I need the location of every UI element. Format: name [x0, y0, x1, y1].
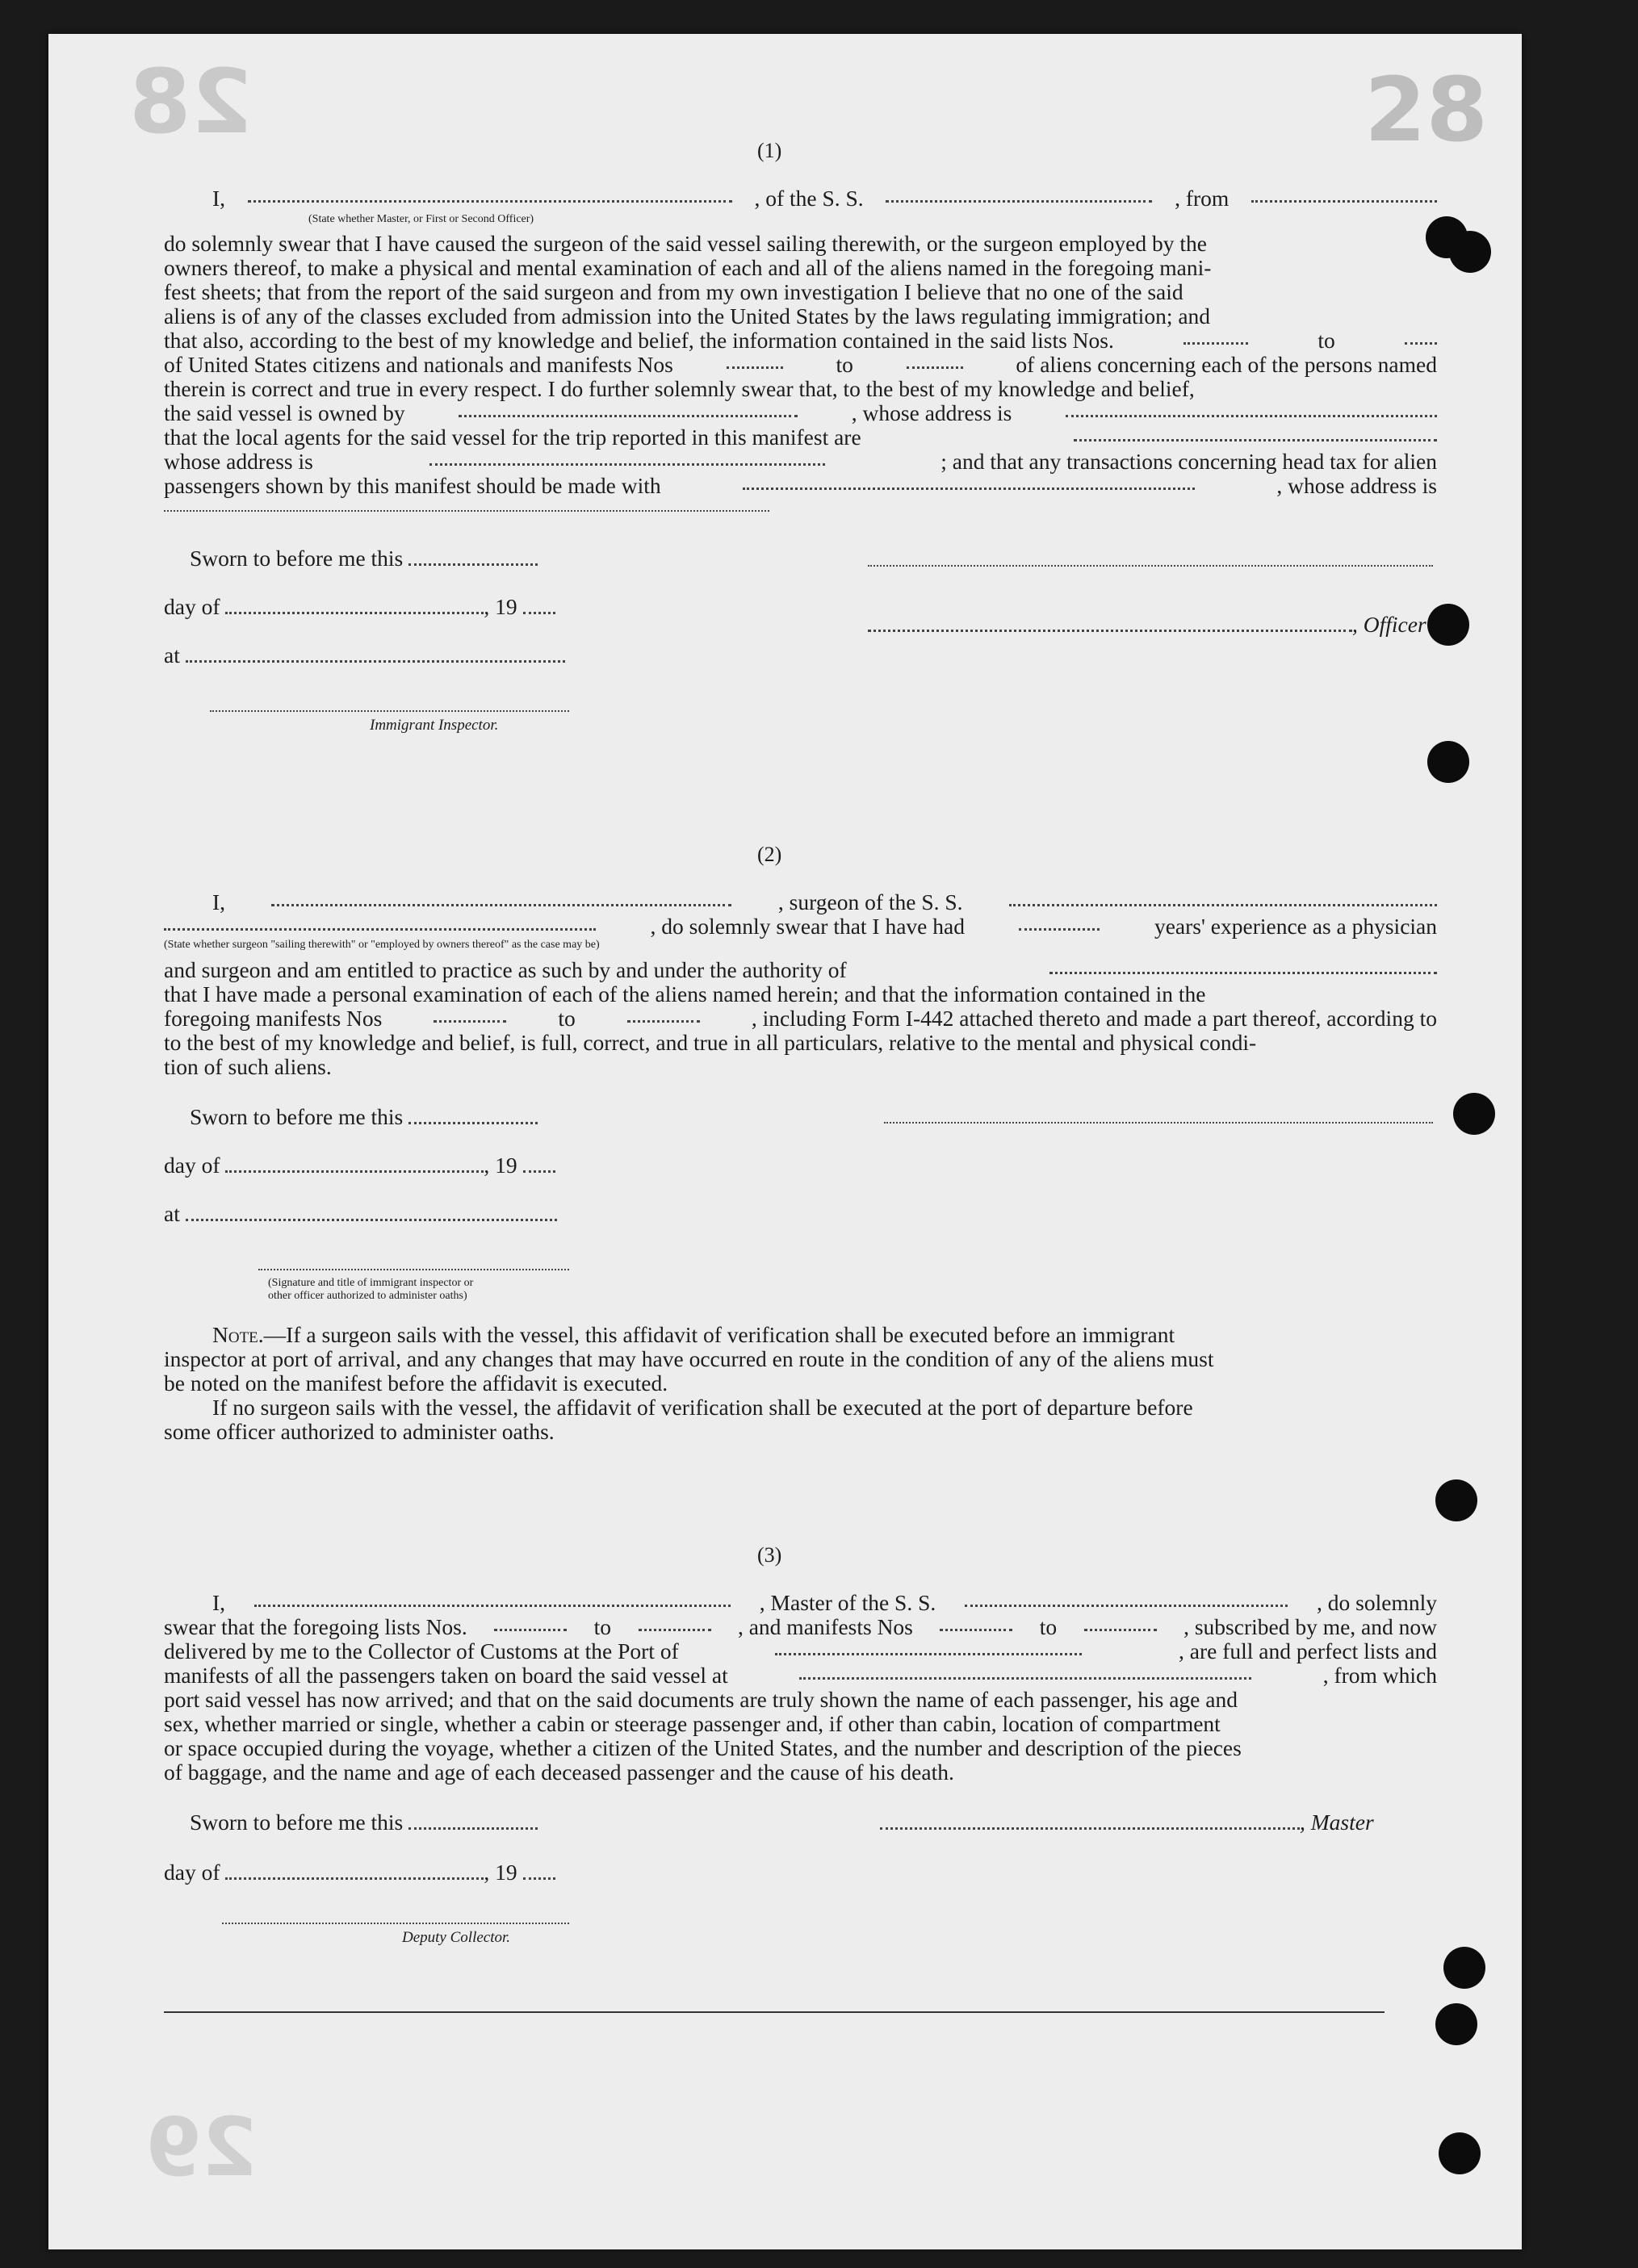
- s2-sig-hint: (Signature and title of immigrant inspector or: [268, 1277, 474, 1289]
- s1-sworn: [190, 546, 538, 571]
- s3-body-line: port said vessel has now arrived; and that on the said documents are truly shown the name of each passenger, his age and: [164, 1687, 1238, 1712]
- punch-hole: [1435, 1479, 1477, 1521]
- punch-hole: [1435, 2003, 1477, 2045]
- s3-and-manifests: , and manifests Nos: [737, 1614, 913, 1639]
- s3-lists-line: [164, 1614, 1437, 1639]
- s1-passengers-line: [164, 473, 1437, 498]
- s1-year-field[interactable]: [523, 597, 555, 614]
- s1-rank-hint: (State whether Master, or First or Second Officer): [308, 213, 534, 225]
- s1-manifests-line: [164, 352, 1437, 377]
- s1-from-field[interactable]: [1251, 186, 1437, 203]
- s1-manifests-from-field[interactable]: [727, 352, 783, 369]
- s2-foregoing-line: [164, 1006, 1437, 1031]
- s2-label-i: I,: [212, 889, 226, 914]
- s3-manifests-from-field[interactable]: [940, 1614, 1012, 1631]
- s1-agents-field[interactable]: [1074, 425, 1437, 441]
- s1-body-line: owners thereof, to make a physical and mental examination of each and all of the aliens named in the foregoing mani-: [164, 255, 1212, 280]
- s2-at: [164, 1201, 557, 1226]
- s2-swear: , do solemnly swear that I have had: [650, 914, 965, 939]
- s2-vessel-field[interactable]: [1009, 889, 1437, 906]
- punch-hole: [1427, 741, 1469, 783]
- s2-including: , including Form I-442 attached thereto and made a part thereof, according to: [751, 1006, 1437, 1031]
- s3-vessel-field[interactable]: [965, 1590, 1288, 1607]
- s3-delivered: delivered by me to the Collector of Customs at the Port of: [164, 1638, 679, 1663]
- s2-line-years: [164, 914, 1437, 939]
- s1-label-i: I,: [212, 186, 226, 211]
- s3-port-field[interactable]: [775, 1638, 1082, 1655]
- s2-body-line: tion of such aliens.: [164, 1054, 332, 1079]
- s1-agents-line: [164, 425, 1437, 450]
- s2-years-field[interactable]: [1019, 914, 1100, 931]
- s3-master-of: , Master of the S. S.: [759, 1590, 936, 1615]
- s2-day-of-label: day of: [164, 1153, 220, 1178]
- s3-do-solemnly: , do solemnly: [1317, 1590, 1437, 1615]
- s1-to-label: to: [1318, 328, 1335, 353]
- s1-officer-signature-line[interactable]: [868, 565, 1433, 567]
- s2-day-of: [164, 1153, 555, 1178]
- s3-body-line: sex, whether married or single, whether a cabin or steerage passenger and, if other than cabin, location of compartment: [164, 1711, 1221, 1736]
- note-label: Note.: [212, 1322, 264, 1347]
- s1-agent-address-field[interactable]: [429, 449, 825, 466]
- s1-label-from: , from: [1175, 186, 1230, 211]
- s2-authority: and surgeon and am entitled to practice as such by and under the authority of: [164, 957, 847, 982]
- s3-manifests-line: [164, 1663, 1437, 1688]
- s1-label-of-ss: , of the S. S.: [754, 186, 864, 211]
- s1-sworn-date-field[interactable]: [408, 549, 538, 566]
- s3-deputy-signature-line[interactable]: [222, 1923, 569, 1924]
- s1-body-line: therein is correct and true in every respect. I do further solemnly swear that, to the best of my knowledge and belief,: [164, 376, 1195, 401]
- s3-manifests-all: manifests of all the passengers taken on board the said vessel at: [164, 1663, 728, 1688]
- s3-day-of: [164, 1860, 555, 1885]
- s2-month-field[interactable]: [225, 1156, 484, 1173]
- s1-officer-row: [868, 612, 1426, 637]
- s3-month-field[interactable]: [225, 1863, 484, 1880]
- s1-body-line: fest sheets; that from the report of the said surgeon and from my own investigation I believe that no one of the said: [164, 279, 1183, 304]
- s1-lists-from-field[interactable]: [1183, 328, 1248, 345]
- s3-year-label: , 19: [484, 1860, 517, 1885]
- s3-departure-port-field[interactable]: [799, 1663, 1251, 1680]
- s3-year-field[interactable]: [523, 1863, 555, 1880]
- bleed-through-number: 28: [129, 50, 253, 153]
- section-2-heading: (2): [757, 843, 782, 866]
- s1-whose-address-3: , whose address is: [1276, 473, 1437, 498]
- s3-lists-to-field[interactable]: [639, 1614, 711, 1631]
- manifest-affidavit-page: [48, 34, 1522, 2249]
- s2-at-label: at: [164, 1201, 180, 1226]
- s2-authority-line: [164, 957, 1437, 982]
- s2-year-field[interactable]: [523, 1156, 555, 1173]
- s2-surgeon-signature-line[interactable]: [884, 1122, 1433, 1124]
- bleed-through-number: 29: [145, 2100, 258, 2195]
- s2-status-hint: (State whether surgeon "sailing therewith" or "employed by owners thereof" as the case may be): [164, 939, 600, 951]
- s3-master-row: [880, 1810, 1374, 1835]
- s1-day-of: [164, 594, 555, 619]
- s2-years: years' experience as a physician: [1154, 914, 1437, 939]
- punch-hole: [1443, 1947, 1485, 1989]
- s3-body-line: or space occupied during the voyage, whether a citizen of the United States, and the number and description of the pieces: [164, 1735, 1242, 1760]
- s2-status-field[interactable]: [164, 914, 596, 931]
- s3-to-label: to: [1039, 1614, 1058, 1639]
- s1-owned-by: the said vessel is owned by: [164, 400, 405, 425]
- s1-manifests-to-field[interactable]: [907, 352, 963, 369]
- s3-manifests-to-field[interactable]: [1084, 1614, 1157, 1631]
- s2-inspector-signature-line[interactable]: [258, 1269, 569, 1270]
- s1-inspector-signature-line[interactable]: [210, 710, 569, 712]
- s2-to-label: to: [558, 1006, 576, 1031]
- s1-head-tax: ; and that any transactions concerning head tax for alien: [940, 449, 1437, 474]
- note-line-1: [212, 1322, 1175, 1347]
- s1-vessel-field[interactable]: [886, 186, 1152, 203]
- s2-foregoing: foregoing manifests Nos: [164, 1006, 383, 1031]
- s1-owner-line: [164, 400, 1437, 425]
- s2-body-line: to the best of my knowledge and belief, is full, correct, and true in all particulars, relative to the mental and physical condi-: [164, 1030, 1257, 1055]
- s3-from-which: , from which: [1322, 1663, 1437, 1688]
- s1-owner-address-field[interactable]: [1066, 400, 1437, 417]
- s1-officer-name-field[interactable]: [868, 615, 1352, 632]
- s3-deputy-label: Deputy Collector.: [402, 1929, 511, 1946]
- s1-lists-line: [164, 328, 1437, 353]
- note-line: inspector at port of arrival, and any changes that may have occurred en route in the condition of any of the aliens must: [164, 1346, 1214, 1371]
- s2-sworn-date-field[interactable]: [408, 1107, 538, 1124]
- s1-local-agents: that the local agents for the said vessel for the trip reported in this manifest are: [164, 425, 861, 450]
- s2-sig-hint: other officer authorized to administer oaths): [268, 1290, 467, 1302]
- s3-full-lists: , are full and perfect lists and: [1179, 1638, 1437, 1663]
- s1-month-field[interactable]: [225, 597, 484, 614]
- s2-surgeon-name-field[interactable]: [271, 889, 731, 906]
- s1-passengers: passengers shown by this manifest should be made with: [164, 473, 661, 498]
- s2-line-surgeon: [212, 889, 1437, 914]
- punch-hole: [1453, 1093, 1495, 1135]
- bottom-rule: [164, 2011, 1385, 2013]
- s3-master-name-field[interactable]: [254, 1590, 731, 1607]
- s2-sworn-label: Sworn to before me this: [190, 1104, 404, 1129]
- s3-sworn-label: Sworn to before me this: [190, 1810, 404, 1835]
- s1-sworn-label: Sworn to before me this: [190, 546, 404, 571]
- s3-swear-lists: swear that the foregoing lists Nos.: [164, 1614, 467, 1639]
- note-line: be noted on the manifest before the affidavit is executed.: [164, 1370, 668, 1396]
- punch-hole: [1439, 2132, 1481, 2174]
- note-line: If no surgeon sails with the vessel, the affidavit of verification shall be executed at the port of departure before: [212, 1395, 1193, 1420]
- punch-hole: [1427, 604, 1469, 646]
- s3-lists-from-field[interactable]: [494, 1614, 567, 1631]
- s1-body-line: do solemnly swear that I have caused the surgeon of the said vessel sailing therewith, or the surgeon employed by the: [164, 231, 1207, 256]
- s3-sworn-date-field[interactable]: [408, 1813, 538, 1830]
- section-1-heading: (1): [757, 139, 782, 162]
- s1-agent-address-line: [164, 449, 1437, 474]
- s3-line-master: [212, 1590, 1437, 1615]
- s3-delivered-line: [164, 1638, 1437, 1663]
- s1-at-field[interactable]: [186, 646, 565, 663]
- s2-authority-field[interactable]: [1049, 957, 1437, 974]
- s2-manifests-to-field[interactable]: [627, 1006, 700, 1023]
- s2-surgeon-of: , surgeon of the S. S.: [777, 889, 963, 914]
- s1-year-label: , 19: [484, 594, 517, 619]
- s1-inspector-label: Immigrant Inspector.: [370, 717, 499, 734]
- s1-manifests-text: of United States citizens and nationals and manifests Nos: [164, 352, 673, 377]
- s3-body-line: of baggage, and the name and age of each deceased passenger and the cause of his death.: [164, 1760, 954, 1785]
- s1-lists-to-field[interactable]: [1405, 328, 1437, 345]
- s1-officer-label: , Officer: [1352, 612, 1426, 637]
- s1-head-tax-party-field[interactable]: [743, 473, 1195, 490]
- section-3-heading: (3): [757, 1543, 782, 1567]
- s3-to-label: to: [593, 1614, 612, 1639]
- s1-to-label: to: [836, 352, 853, 377]
- s1-whose-address-2: whose address is: [164, 449, 313, 474]
- s1-day-of-label: day of: [164, 594, 220, 619]
- s1-lists-text: that also, according to the best of my knowledge and belief, the information contained in the said lists Nos.: [164, 328, 1114, 353]
- s1-whose-address: , whose address is: [851, 400, 1012, 425]
- s2-sworn: [190, 1104, 538, 1129]
- s1-line-master: [212, 186, 1437, 211]
- s1-at: [164, 642, 565, 667]
- bleed-through-number: 28: [1364, 58, 1489, 161]
- s1-owner-field[interactable]: [459, 400, 798, 417]
- s1-address-continuation[interactable]: [164, 510, 769, 512]
- note-line: some officer authorized to administer oaths.: [164, 1419, 555, 1444]
- s1-body-line: aliens is of any of the classes excluded from admission into the United States by the laws regulating immigration; and: [164, 303, 1211, 328]
- s2-year-label: , 19: [484, 1153, 517, 1178]
- s3-master-label: , Master: [1300, 1810, 1374, 1835]
- s3-label-i: I,: [212, 1590, 226, 1615]
- punch-hole: [1449, 231, 1491, 273]
- s1-aliens-named: of aliens concerning each of the persons named: [1016, 352, 1437, 377]
- s1-rank-field[interactable]: [248, 186, 732, 203]
- s2-body-line: that I have made a personal examination of each of the aliens named herein; and that the information contained in the: [164, 981, 1206, 1006]
- s2-at-field[interactable]: [186, 1204, 557, 1221]
- s3-master-signature-field[interactable]: [880, 1813, 1300, 1830]
- s2-manifests-from-field[interactable]: [434, 1006, 506, 1023]
- note-text: —If a surgeon sails with the vessel, this affidavit of verification shall be executed before an immigrant: [263, 1322, 1175, 1347]
- s1-at-label: at: [164, 642, 180, 667]
- s3-sworn: [190, 1810, 538, 1835]
- s3-subscribed: , subscribed by me, and now: [1183, 1614, 1437, 1639]
- s3-day-of-label: day of: [164, 1860, 220, 1885]
